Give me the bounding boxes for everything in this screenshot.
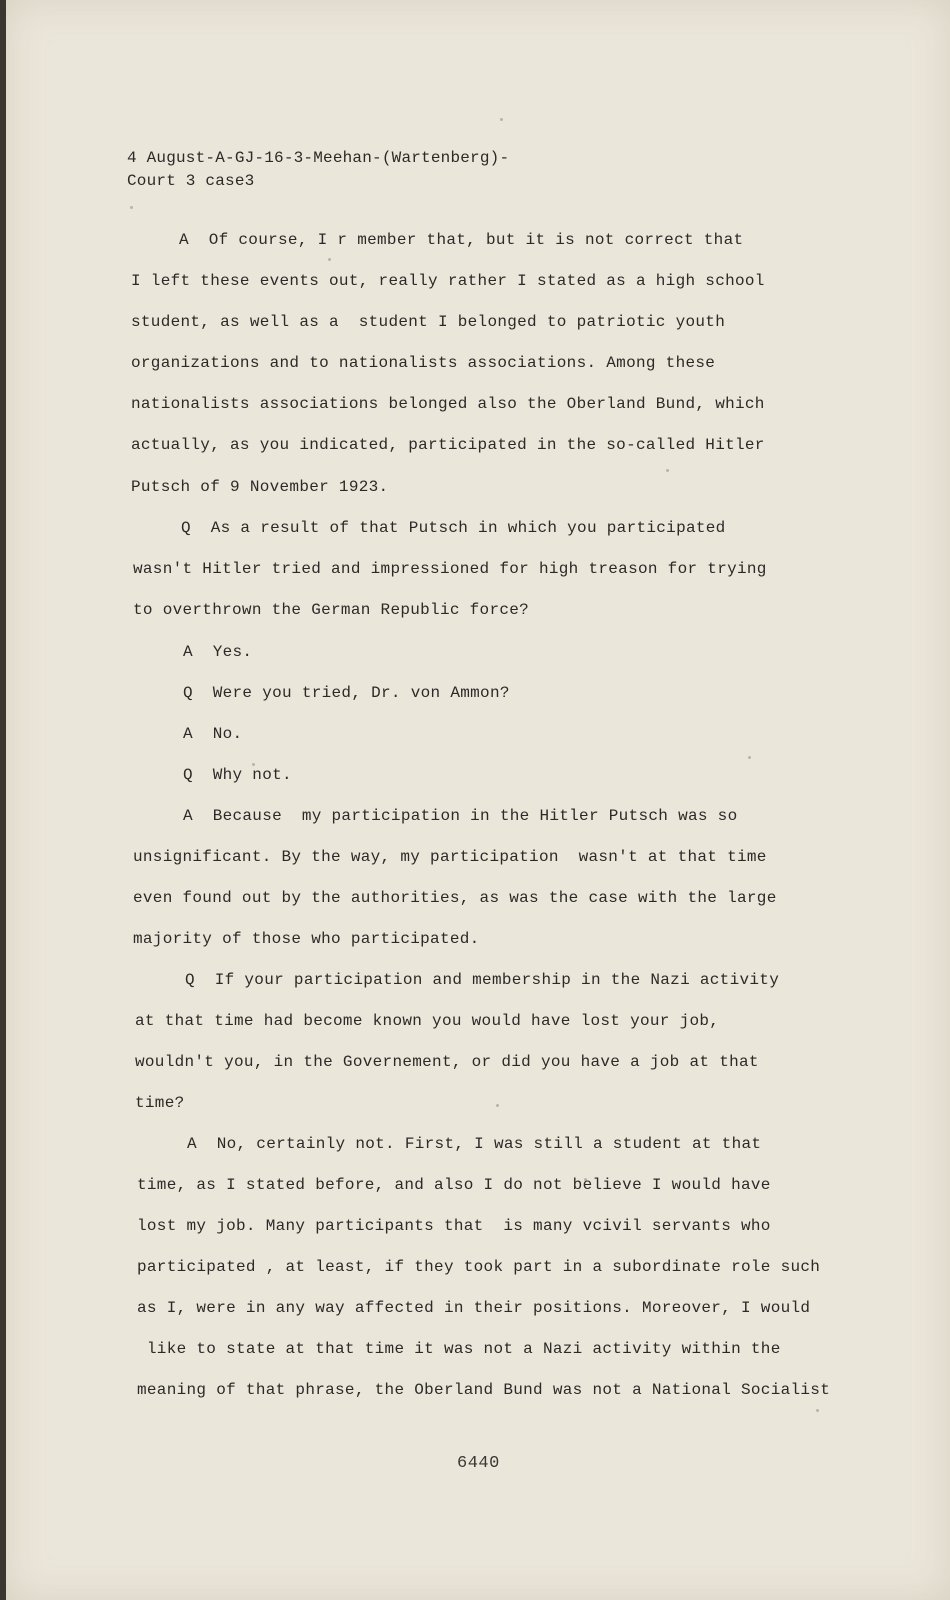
page-number: 6440 (457, 1454, 500, 1473)
transcript-line: to overthrown the German Republic force? (133, 601, 530, 619)
transcript-line: A Of course, I r member that, but it is not correct that (179, 231, 744, 249)
transcript-line: nationalists associations belonged also the Oberland Bund, which (131, 395, 765, 413)
transcript-line: time? (135, 1094, 185, 1112)
transcript-line: participated , at least, if they took part in a subordinate role such (137, 1258, 821, 1276)
transcript-line: A Because my participation in the Hitler Putsch was so (183, 807, 738, 825)
transcript-line: even found out by the authorities, as was the case with the large (133, 889, 777, 907)
document-page (6, 0, 950, 1600)
transcript-line: meaning of that phrase, the Oberland Bund was not a National Socialist (137, 1381, 831, 1399)
transcript-line: as I, were in any way affected in their positions. Moreover, I would (137, 1299, 811, 1317)
transcript-line: Putsch of 9 November 1923. (131, 478, 389, 496)
transcript-line: Q Were you tried, Dr. von Ammon? (183, 684, 510, 702)
transcript-line: A No, certainly not. First, I was still a student at that (187, 1135, 762, 1153)
paper-speck (496, 1104, 499, 1107)
transcript-line: I left these events out, really rather I stated as a high school (131, 272, 765, 290)
transcript-line: Q As a result of that Putsch in which you participated (181, 519, 726, 537)
transcript-line: Q Why not. (183, 766, 292, 784)
transcript-line: time, as I stated before, and also I do not believe I would have (137, 1176, 771, 1194)
transcript-line: at that time had become known you would have lost your job, (135, 1012, 720, 1030)
transcript-line: unsignificant. By the way, my participation wasn't at that time (133, 848, 767, 866)
header-line-1: 4 August-A-GJ-16-3-Meehan-(Wartenberg)- (127, 149, 510, 167)
transcript-line: majority of those who participated. (133, 930, 480, 948)
paper-speck (816, 1409, 819, 1412)
header-line-2: Court 3 case3 (127, 172, 255, 190)
paper-speck (500, 118, 503, 121)
transcript-line: actually, as you indicated, participated in the so-called Hitler (131, 436, 765, 454)
paper-speck (748, 756, 751, 759)
transcript-line: wasn't Hitler tried and impressioned for high treason for trying (133, 560, 767, 578)
transcript-line: lost my job. Many participants that is many vcivil servants who (137, 1217, 771, 1235)
transcript-line: A Yes. (183, 643, 253, 661)
transcript-line: student, as well as a student I belonged to patriotic youth (131, 313, 726, 331)
transcript-line: A No. (183, 725, 243, 743)
transcript-line: wouldn't you, in the Governement, or did you have a job at that (135, 1053, 759, 1071)
paper-speck (666, 469, 669, 472)
transcript-line: like to state at that time it was not a Nazi activity within the (137, 1340, 781, 1358)
paper-speck (328, 258, 331, 261)
transcript-line: Q If your participation and membership in the Nazi activity (185, 971, 780, 989)
document-header (127, 147, 509, 193)
paper-speck (130, 206, 133, 209)
transcript-line: organizations and to nationalists associations. Among these (131, 354, 716, 372)
